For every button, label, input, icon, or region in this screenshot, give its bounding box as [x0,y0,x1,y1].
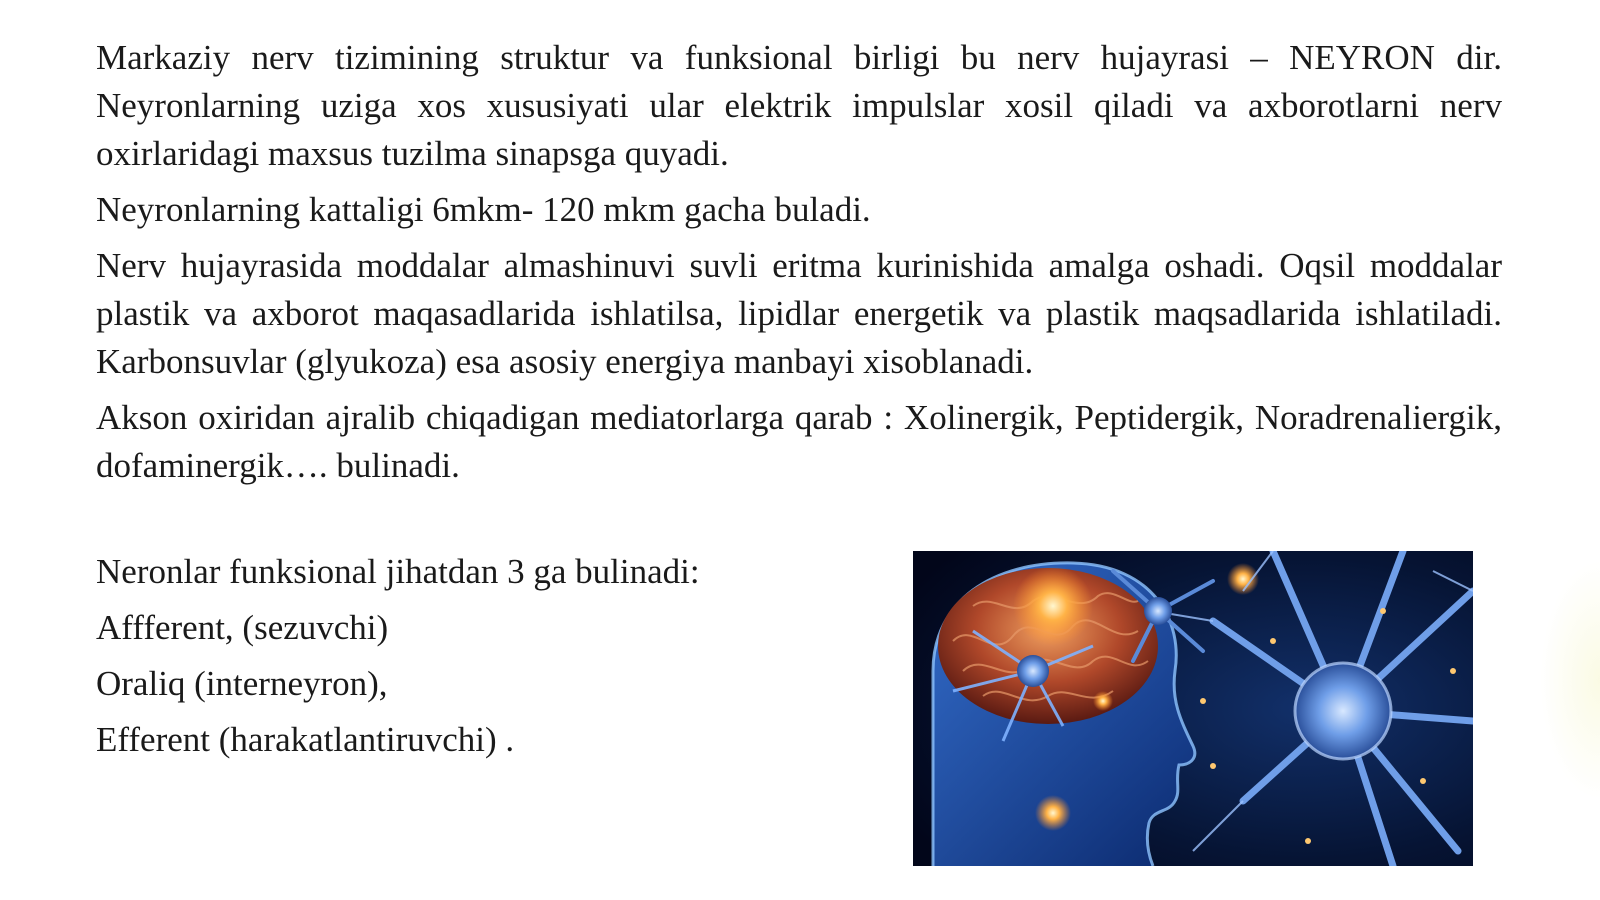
paragraph-mediators: Akson oxiridan ajralib chiqadigan mediatorlarga qarab : Xolinergik, Peptidergik, Noradrenaliergik, dofaminergik…. bulinadi. [96,398,1502,485]
body-text [96,34,1502,498]
brain-neurons-illustration [913,551,1473,866]
paragraph-neuron-definition: Markaziy nerv tizimining struktur va funksional birligi bu nerv hujayrasi – NEYRON dir. Neyronlarning uziga xos xususiyati ular elektrik impulslar xosil qiladi va axborotlarni nerv oxirlaridagi maxsus tuzilma sinapsga quyadi. [96,38,1502,173]
list-intro: Neronlar funksional jihatdan 3 ga bulinadi: [96,552,700,591]
neuron-types-list [96,548,856,772]
brain-neurons-image [913,551,1473,866]
paragraph-neuron-size: Neyronlarning kattaligi 6mkm- 120 mkm gacha buladi. [96,190,871,229]
list-item-afferent: Affferent, (sezuvchi) [96,608,389,647]
paragraph-metabolism: Nerv hujayrasida moddalar almashinuvi suvli eritma kurinishida amalga oshadi. Oqsil moddalar plastik va axborot maqasadlarida ishlatilsa, lipidlar energetik va plastik maqsadlarida ishlatiladi. Karbonsuvlar (glyukoza) esa asosiy energiya manbayi xisoblanadi. [96,246,1502,381]
list-item-efferent: Efferent (harakatlantiruvchi) . [96,720,515,759]
corner-glow-decoration [1540,560,1600,800]
list-item-interneuron: Oraliq (interneyron), [96,664,388,703]
